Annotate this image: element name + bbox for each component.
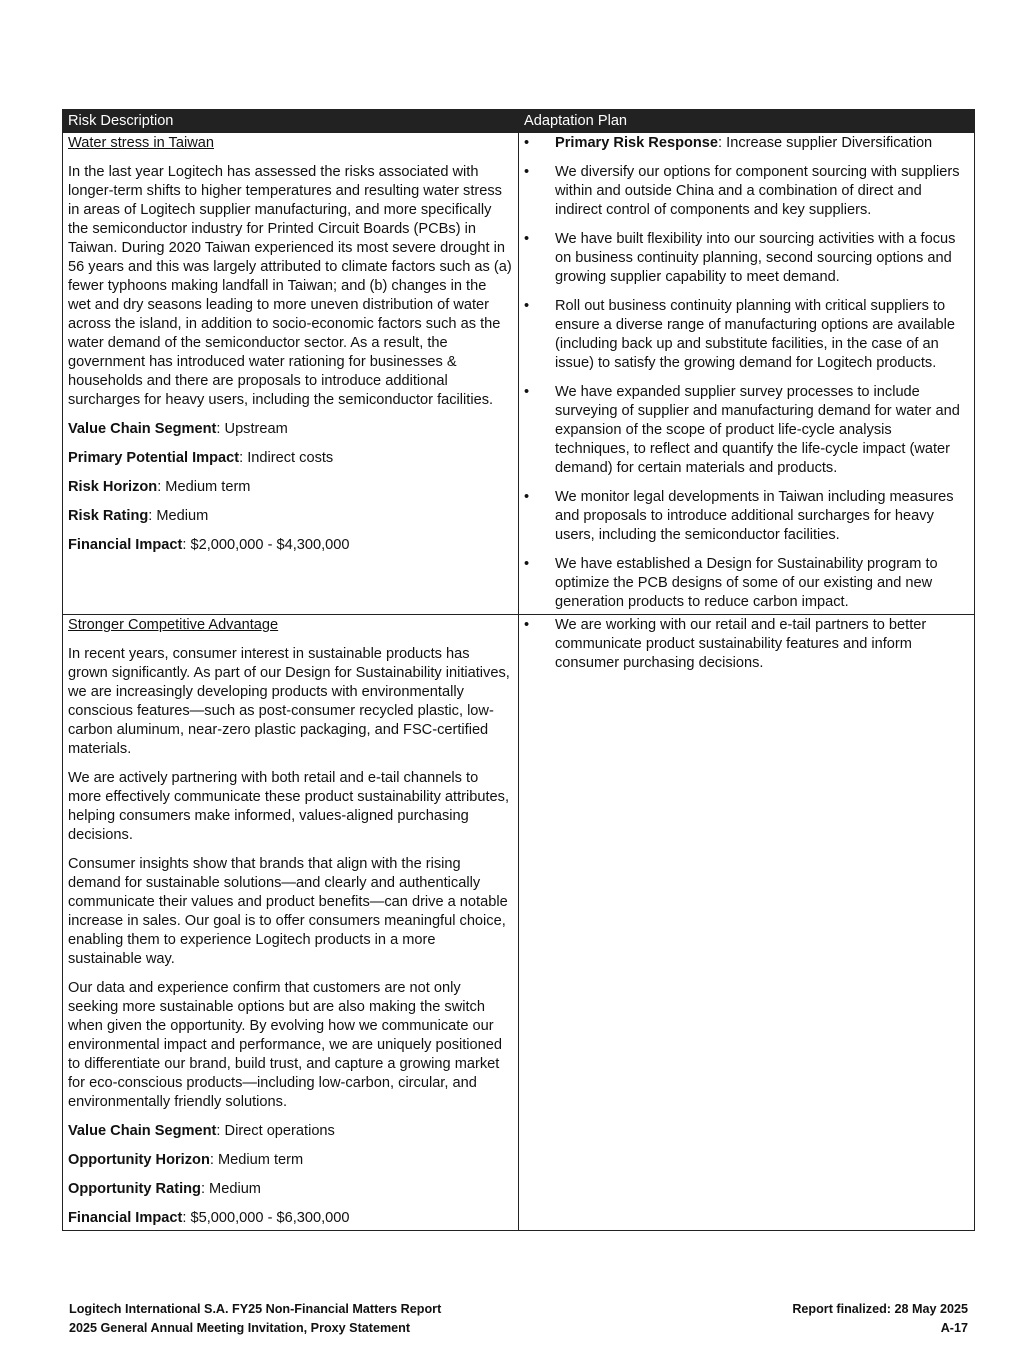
- table-header-row: [63, 110, 975, 133]
- footer-report-date: Report finalized: 28 May 2025: [792, 1302, 968, 1316]
- list-item: • We diversify our options for component sourcing with suppliers within and outside China and a combination of direct and indirect control of components and key suppliers.: [524, 164, 960, 218]
- field-financial-impact: Financial Impact: $5,000,000 - $6,300,000: [68, 1210, 350, 1226]
- field-financial-impact: Financial Impact: $2,000,000 - $4,300,000: [68, 537, 350, 553]
- table-row: [63, 133, 975, 615]
- opportunity-title: Stronger Competitive Advantage: [68, 617, 279, 633]
- adaptation-plan-cell: [519, 615, 975, 1231]
- opportunity-paragraph: Consumer insights show that brands that align with the rising demand for sustainable solutions—and clearly and authentically communicate their values and product benefits—can drive a notable increase in sales. Our goal is to offer consumers meaningful choice, enabling them to experience Logitech products in a more sustainable way.: [68, 856, 508, 967]
- header-risk-description: Risk Description: [63, 110, 519, 133]
- adaptation-plan-cell: [519, 133, 975, 615]
- table-row: [63, 615, 975, 1231]
- field-value-chain-segment: Value Chain Segment: Upstream: [68, 421, 288, 437]
- list-item: • We have established a Design for Sustainability program to optimize the PCB designs of some of our existing and new generation products to reduce carbon impact.: [524, 556, 938, 610]
- footer-left: [69, 1300, 441, 1338]
- risk-title: Water stress in Taiwan: [68, 135, 214, 151]
- footer-proxy-statement: 2025 General Annual Meeting Invitation, Proxy Statement: [69, 1321, 411, 1335]
- field-opportunity-horizon: Opportunity Horizon: Medium term: [68, 1152, 304, 1168]
- risk-description-cell: [63, 615, 519, 1231]
- page-number: A-17: [940, 1321, 968, 1335]
- risk-description-cell: [63, 133, 519, 615]
- footer-report-title: Logitech International S.A. FY25 Non-Financial Matters Report: [69, 1302, 442, 1316]
- list-item: • We are working with our retail and e-tail partners to better communicate product sustainability features and inform consumer purchasing decisions.: [524, 617, 927, 671]
- adaptation-plan-list: [524, 134, 969, 612]
- header-adaptation-plan: Adaptation Plan: [519, 110, 975, 133]
- footer-right: [792, 1300, 968, 1338]
- field-risk-rating: Risk Rating: Medium: [68, 508, 209, 524]
- field-primary-potential-impact: Primary Potential Impact: Indirect costs: [68, 450, 334, 466]
- list-item: • Roll out business continuity planning with critical suppliers to ensure a diverse range of manufacturing options are available (including back up and substitute facilities, in the case of an issue) to satisfy the growing demand for Logitech products.: [524, 298, 955, 371]
- list-item: • We have expanded supplier survey processes to include surveying of supplier and manufacturing demand for water and expansion of the scope of product life-cycle analysis techniques, to reflect and quantify the life-cycle impact (water demand) for certain materials and products.: [524, 384, 960, 476]
- adaptation-plan-list: [524, 616, 969, 673]
- field-risk-horizon: Risk Horizon: Medium term: [68, 479, 251, 495]
- opportunity-paragraph: In recent years, consumer interest in sustainable products has grown significantly. As part of our Design for Sustainability initiatives, we are increasingly developing products with environmentally conscious features—such as post-consumer recycled plastic, low-carbon aluminum, near-zero plastic packaging, and FSC-certified materials.: [68, 646, 510, 757]
- list-item: • We have built flexibility into our sourcing activities with a focus on business continuity planning, second sourcing options and growing supplier capability to meet demand.: [524, 231, 956, 285]
- opportunity-paragraph: Our data and experience confirm that customers are not only seeking more sustainable options but are also making the switch when given the opportunity. By evolving how we communicate our environmental impact and performance, we are uniquely positioned to differentiate our brand, build trust, and capture a growing market for eco-conscious products—including low-carbon, circular, and environmentally friendly solutions.: [68, 980, 503, 1110]
- field-value-chain-segment: Value Chain Segment: Direct operations: [68, 1123, 335, 1139]
- opportunity-paragraph: We are actively partnering with both retail and e-tail channels to more effectively communicate these product sustainability attributes, helping consumers make informed, values-aligned purchasing decisions.: [68, 770, 509, 843]
- field-opportunity-rating: Opportunity Rating: Medium: [68, 1181, 261, 1197]
- risk-paragraph: In the last year Logitech has assessed the risks associated with longer-term shifts to higher temperatures and resulting water stress in areas of Logitech supplier manufacturing, and more specifically the semiconductor industry for Printed Circuit Boards (PCBs) in Taiwan. During 2020 Taiwan experienced its most severe drought in 56 years and this was largely attributed to climate factors such as (a) fewer typhoons making landfall in Taiwan; and (b) changes in the wet and dry seasons leading to more uneven distribution of water across the island, in addition to socio-economic factors such as the water demand of the semiconductor sector. As a result, the government has introduced water rationing for businesses & households and there are proposals to introduce additional surcharges for heavy users, including the semiconductor facilities.: [68, 164, 512, 408]
- risk-table: [62, 109, 975, 1231]
- list-item: • We monitor legal developments in Taiwan including measures and proposals to introduce additional surcharges for heavy users, including the semiconductor facilities.: [524, 489, 954, 543]
- list-item: • Primary Risk Response: Increase supplier Diversification: [524, 135, 933, 151]
